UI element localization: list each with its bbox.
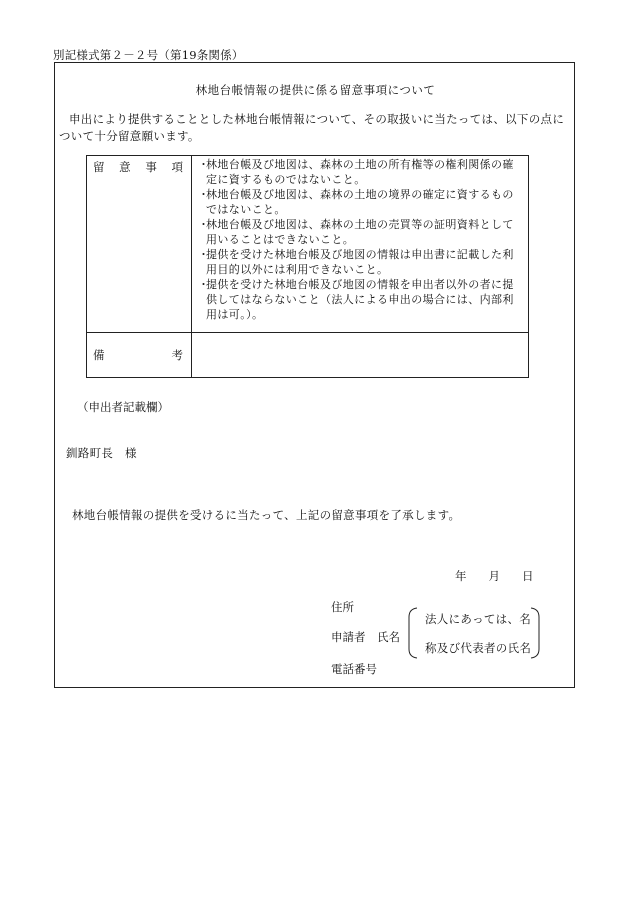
- remarks-field[interactable]: [192, 333, 529, 378]
- notes-list: [192, 156, 528, 324]
- list-item: ・ 林地台帳及び地図は、森林の土地の売買等の証明資料として用いることはできないこと。: [198, 218, 514, 246]
- date-day-label: 日: [522, 569, 534, 583]
- intro-line-1: 申出により提供することとした林地台帳情報について、その取扱いに当たっては、以下の点に: [69, 112, 565, 126]
- list-item: ・ 提供を受けた林地台帳及び地図の情報を申出者以外の者に提供してはならないこと（法人による申出の場合には、内部利用は可。）。: [198, 278, 514, 321]
- applicant-name-label: 申請者 氏名: [331, 630, 400, 644]
- address-label: 住所: [331, 600, 354, 614]
- notes-header-cell: [87, 156, 192, 333]
- form-number-label: 別記様式第２－２号（第19条関係）: [53, 48, 244, 62]
- phone-label: 電話番号: [331, 662, 377, 676]
- applicant-section-note: （申出者記載欄）: [77, 400, 169, 414]
- corporate-note-line-2: 称及び代表者の氏名: [425, 641, 532, 655]
- notes-table: [86, 155, 529, 378]
- remarks-header-cell: [87, 333, 192, 378]
- notes-header-label: 留 意 事 項: [93, 160, 183, 174]
- notes-row: [87, 156, 529, 333]
- list-item: ・ 林地台帳及び地図は、森林の土地の所有権等の権利関係の確定に資するものではないこと。: [198, 158, 514, 186]
- list-item: ・ 林地台帳及び地図は、森林の土地の境界の確定に資するものではないこと。: [198, 188, 514, 216]
- corporate-note-bracket: [407, 607, 541, 659]
- notes-content-cell: [192, 156, 529, 333]
- date-line: [455, 568, 534, 584]
- remarks-header-label: 備 考: [93, 348, 183, 362]
- date-year-label: 年: [455, 569, 467, 583]
- list-item: ・ 提供を受けた林地台帳及び地図の情報は申出書に記載した利用目的以外には利用できないこと。: [198, 248, 514, 276]
- date-month-label: 月: [488, 569, 500, 583]
- acceptance-statement: 林地台帳情報の提供を受けるに当たって、上記の留意事項を了承します。: [72, 508, 461, 522]
- intro-paragraph: [59, 111, 573, 145]
- remarks-row: [87, 333, 529, 378]
- document-title: 林地台帳情報の提供に係る留意事項について: [195, 83, 436, 97]
- addressee: 釧路町長 様: [66, 446, 137, 460]
- corporate-note-line-1: 法人にあっては、名: [425, 612, 532, 626]
- intro-line-2: ついて十分留意願います。: [59, 129, 200, 143]
- form-frame: [54, 62, 575, 688]
